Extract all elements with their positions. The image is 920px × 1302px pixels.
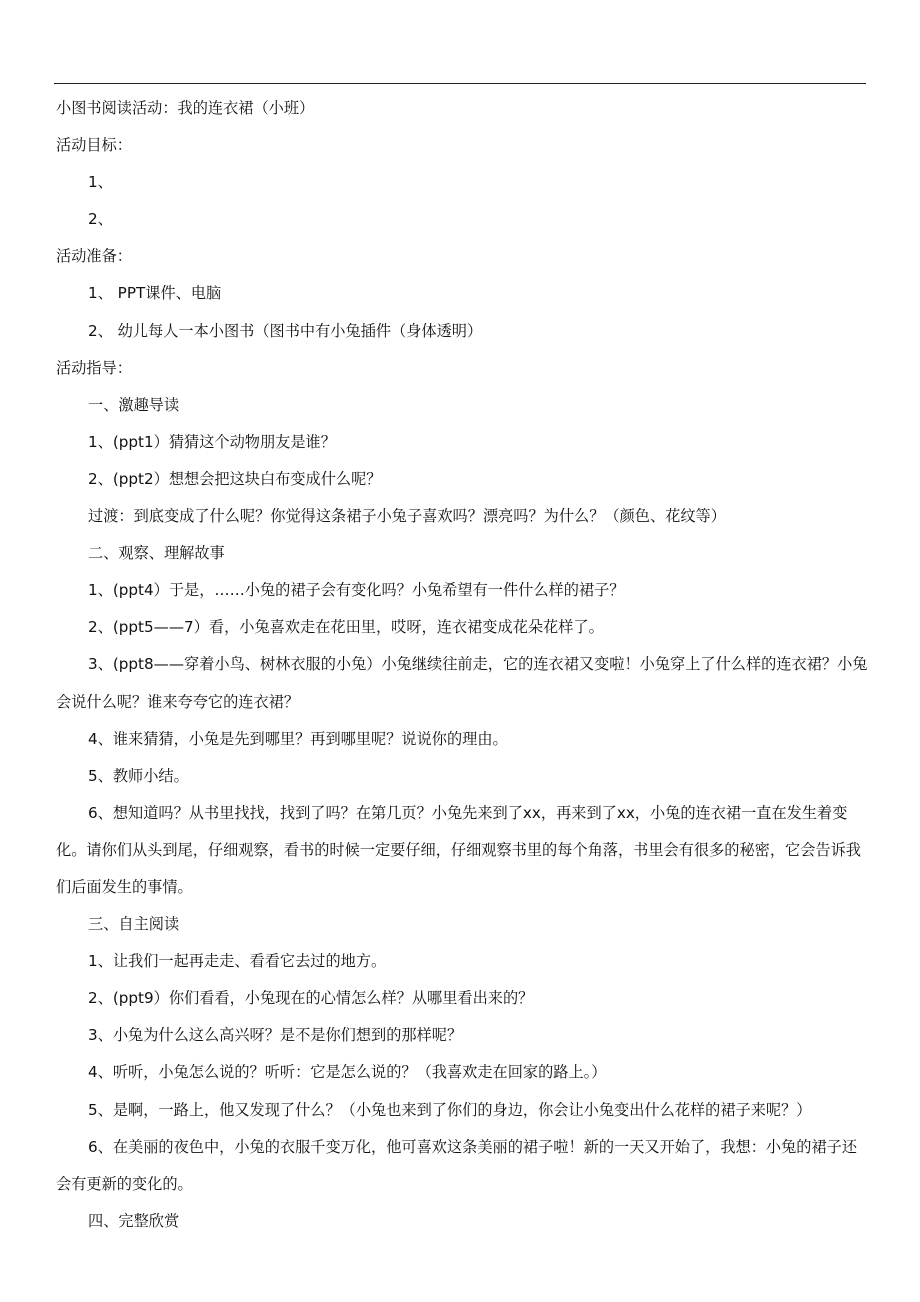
paragraph: 1、让我们一起再走走、看看它去过的地方。 bbox=[88, 952, 387, 971]
paragraph: 1、(ppt4）于是，……小兔的裙子会有变化吗？小兔希望有一件什么样的裙子？ bbox=[88, 581, 625, 600]
section-heading: 二、观察、理解故事 bbox=[88, 544, 225, 563]
document-body bbox=[56, 90, 868, 1240]
goal-item: 1、 bbox=[88, 173, 113, 192]
paragraph: 5、教师小结。 bbox=[88, 766, 189, 785]
document-title: 小图书阅读活动：我的连衣裙（小班） bbox=[56, 99, 315, 117]
paragraph: 2、(ppt2）想想会把这块白布变成什么呢？ bbox=[88, 469, 382, 488]
paragraph: 2、(ppt5——7）看，小兔喜欢走在花田里，哎呀，连衣裙变成花朵花样了。 bbox=[88, 618, 604, 637]
prep-item: 1、 PPT课件、电脑 bbox=[88, 284, 222, 303]
goals-heading: 活动目标： bbox=[56, 136, 132, 155]
guide-heading: 活动指导： bbox=[56, 358, 132, 377]
paragraph: 5、是啊，一路上，他又发现了什么？（小兔也来到了你们的身边，你会让小兔变出什么花样的裙子来呢？） bbox=[88, 1100, 812, 1119]
paragraph: 3、(ppt8——穿着小鸟、树林衣服的小兔）小兔继续往前走，它的连衣裙又变啦！小兔穿上了什么样的连衣裙？小兔会说什么呢？谁来夸夸它的连衣裙？ bbox=[56, 655, 868, 711]
paragraph: 6、想知道吗？从书里找找，找到了吗？在第几页？小兔先来到了xx，再来到了xx，小兔的连衣裙一直在发生着变化。请你们从头到尾，仔细观察，看书的时候一定要仔细，仔细观察书里的每个角落，书里会有很多的秘密，它会告诉我们后面发生的事情。 bbox=[56, 803, 861, 896]
paragraph: 2、(ppt9）你们看看，小兔现在的心情怎么样？从哪里看出来的？ bbox=[88, 989, 534, 1008]
prep-heading: 活动准备： bbox=[56, 247, 132, 266]
section-heading: 四、完整欣赏 bbox=[88, 1211, 180, 1230]
paragraph: 6、在美丽的夜色中，小兔的衣服千变万化，他可喜欢这条美丽的裙子啦！新的一天又开始了，我想：小兔的裙子还会有更新的变化的。 bbox=[56, 1137, 858, 1193]
paragraph: 过渡：到底变成了什么呢？你觉得这条裙子小兔子喜欢吗？漂亮吗？为什么？（颜色、花纹等） bbox=[88, 507, 726, 526]
section-heading: 一、激趣导读 bbox=[88, 395, 180, 414]
section-heading: 三、自主阅读 bbox=[88, 915, 180, 934]
goal-item: 2、 bbox=[88, 210, 113, 229]
paragraph: 4、谁来猜猜，小兔是先到哪里？再到哪里呢？说说你的理由。 bbox=[88, 729, 508, 748]
paragraph: 1、(ppt1）猜猜这个动物朋友是谁？ bbox=[88, 432, 336, 451]
prep-item: 2、 幼儿每人一本小图书（图书中有小兔插件（身体透明） bbox=[88, 321, 483, 340]
paragraph: 4、听听，小兔怎么说的？听听：它是怎么说的？（我喜欢走在回家的路上。） bbox=[88, 1063, 607, 1082]
paragraph: 3、小兔为什么这么高兴呀？是不是你们想到的那样呢？ bbox=[88, 1026, 463, 1045]
header-rule bbox=[54, 83, 866, 84]
